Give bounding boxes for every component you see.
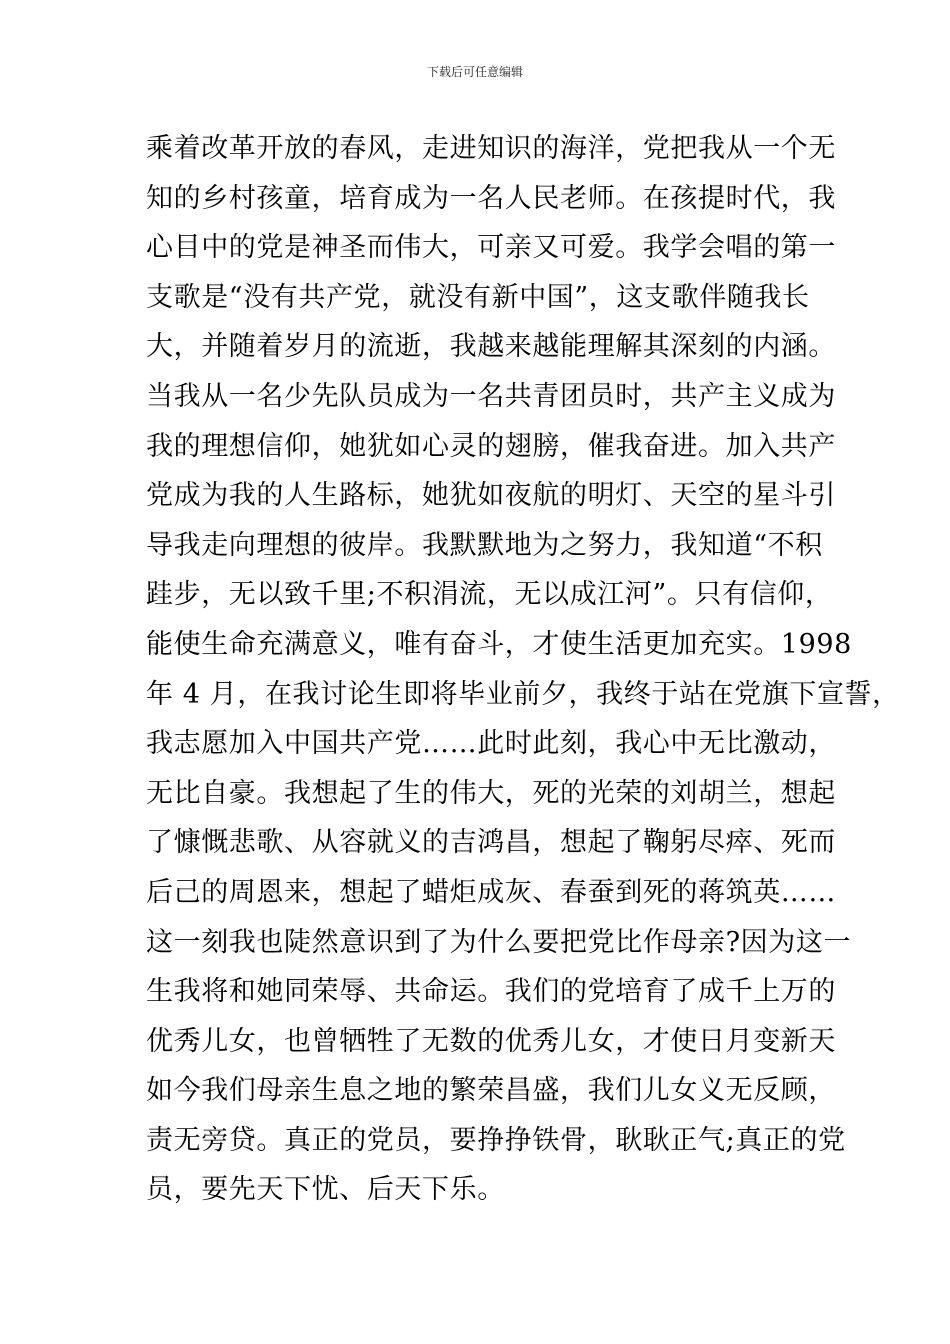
paragraph-line: 知的乡村孩童，培育成为一名人民老师。在孩提时代，我 (146, 182, 836, 214)
paragraph-line: 生我将和她同荣辱、共命运。我们的党培育了成千上万的 (146, 976, 836, 1008)
paragraph-line: 我志愿加入中国共产党……此时此刻，我心中无比激动， (146, 728, 836, 760)
paragraph-line: 导我走向理想的彼岸。我默默地为之努力，我知道“不积 (146, 529, 823, 561)
paragraph-line: 后己的周恩来，想起了蜡炬成灰、春蚕到死的蒋筑英…… (146, 876, 836, 908)
paragraph-line: 如今我们母亲生息之地的繁荣昌盛，我们儿女义无反顾， (146, 1075, 836, 1107)
paragraph-line: 年 4 月，在我讨论生即将毕业前夕，我终于站在党旗下宣誓， (146, 678, 900, 710)
paragraph-line: 这一刻我也陡然意识到了为什么要把党比作母亲?因为这一 (146, 926, 852, 958)
paragraph-line: 优秀儿女，也曾牺牲了无数的优秀儿女，才使日月变新天 (146, 1025, 836, 1057)
document-body (146, 124, 900, 1215)
paragraph-line: 无比自豪。我想起了生的伟大，死的光荣的刘胡兰，想起 (146, 777, 836, 809)
paragraph-line: 支歌是“没有共产党，就没有新中国”，这支歌伴随我长 (146, 281, 810, 313)
paragraph-line: 了慷慨悲歌、从容就义的吉鸿昌，想起了鞠躬尽瘁、死而 (146, 827, 836, 859)
paragraph-line: 党成为我的人生路标，她犹如夜航的明灯、天空的星斗引 (146, 480, 836, 512)
paragraph-line: 责无旁贷。真正的党员，要挣挣铁骨，耿耿正气;真正的党 (146, 1124, 846, 1156)
paragraph-line: 能使生命充满意义，唯有奋斗，才使生活更加充实。1998 (146, 628, 852, 660)
paragraph-line: 乘着改革开放的春风，走进知识的海洋，党把我从一个无 (146, 133, 836, 164)
paragraph-line: 跬步，无以致千里;不积涓流，无以成江河”。只有信仰， (146, 579, 833, 611)
page-header: 下载后可任意编辑 (426, 65, 523, 79)
paragraph-line: 心目中的党是神圣而伟大，可亲又可爱。我学会唱的第一 (146, 232, 836, 264)
paragraph-line: 我的理想信仰，她犹如心灵的翅膀，催我奋进。加入共产 (146, 430, 836, 462)
paragraph-line: 大，并随着岁月的流逝，我越来越能理解其深刻的内涵。 (146, 331, 836, 363)
paragraph-line: 当我从一名少先队员成为一名共青团员时，共产主义成为 (146, 380, 836, 412)
paragraph-line: 员，要先天下忧、后天下乐。 (146, 1174, 505, 1206)
